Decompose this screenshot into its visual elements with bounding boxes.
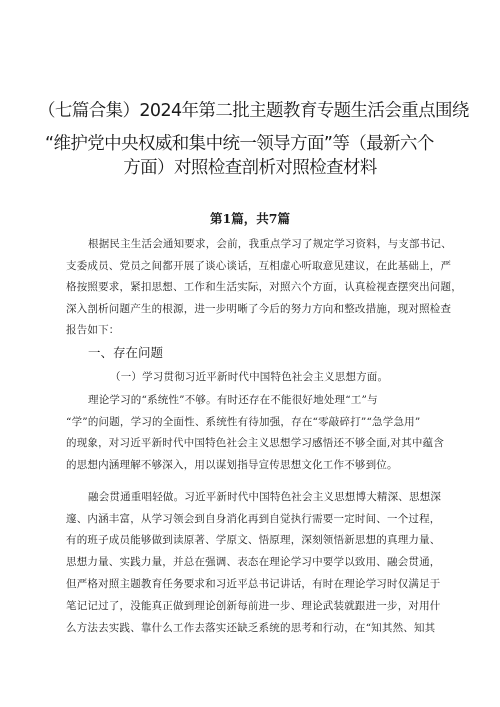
paragraph-line: 邃、内涵丰富，从学习领会到自身消化再到自觉执行需要一定时间、一个过程，	[66, 513, 441, 525]
document-title-line-3: 方面）对照检查剖析对照检查材料	[123, 158, 377, 178]
paragraph-line: 的现象，对习近平新时代中国特色社会主义思想学习感悟还不够全面,对其中蕴含	[66, 437, 445, 449]
subsection-heading: （一）学习贯彻习近平新时代中国特色社会主义思想方面。	[110, 371, 389, 383]
paragraph-line: “学”的问题，学习的全面性、系统性有待加强，存在“零敲碎打”“急学急用”	[66, 416, 421, 428]
body-line: 支委成员、党员之间都开展了谈心谈话，互相虚心听取意见建议，在此基础上，严	[66, 260, 452, 272]
body-line: 根据民主生活会通知要求，会前，我重点学习了规定学习资料，与支部书记、	[88, 238, 452, 250]
body-line: 深入剖析问题产生的根源，进一步明晰了今后的努力方向和整改措施，现对照检查	[66, 303, 452, 315]
paragraph-line: 但严格对照主题教育任务要求和习近平总书记讲话，有时在理论学习时仅满足于	[66, 578, 441, 590]
body-line: 格按照要求，紧扣思想、工作和生活实际，对照六个方面，认真检视查摆突出问题，	[66, 281, 462, 293]
paragraph-line: 理论学习的“系统性”不够。有时还存在不能很好地处理“工”与	[88, 394, 378, 406]
paragraph-line: 思想力量、实践力量，并总在强调、表态在理论学习中要学以致用、融会贯通，	[66, 556, 441, 568]
document-title-line-2: “维护党中央权威和集中统一领导方面”等（最新六个	[45, 134, 434, 154]
paragraph-line: 融会贯通重唱轻做。习近平新时代中国特色社会主义思想博大精深、思想深	[88, 491, 442, 503]
paragraph-line: 笔记记过了，没能真正做到理论创新每前进一步、理论武装就跟进一步，对用什	[66, 600, 441, 612]
body-line: 报告如下：	[66, 324, 120, 336]
section-heading: 一、存在问题	[88, 345, 164, 360]
paragraph-line: 有的班子成员能够做到读原著、学原文、悟原理，深刻领悟新思想的真理力量、	[66, 534, 441, 546]
paragraph-line: 么方法去实践、靠什么工作去落实还缺乏系统的思考和行动，在“知其然、知其	[66, 622, 436, 634]
document-title-line-1: （七篇合集）2024年第二批主题教育专题生活会重点围绕	[38, 101, 469, 121]
paragraph-line: 的思想内涵理解不够深入，用以谋划指导宣传思想文化工作不够到位。	[66, 459, 398, 471]
document-part-indicator: 第1篇，共7篇	[210, 211, 290, 226]
